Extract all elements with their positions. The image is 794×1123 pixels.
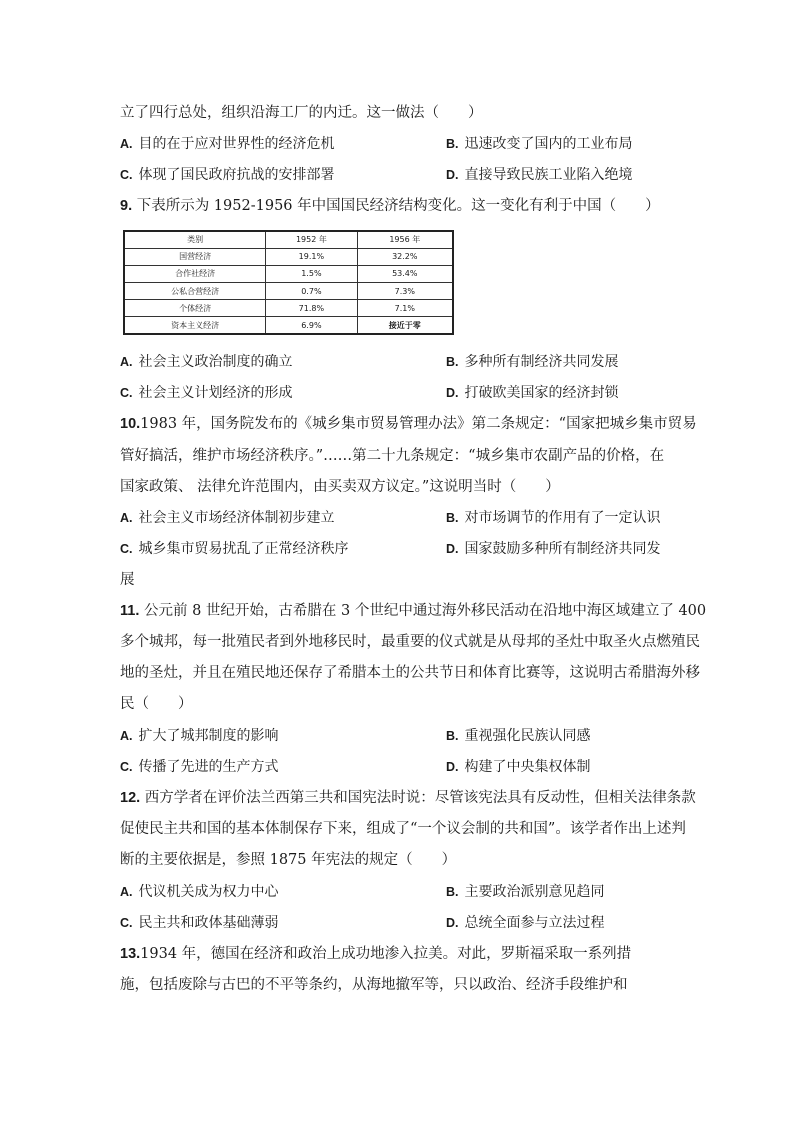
- table-row: [124, 248, 453, 265]
- q10-option-a[interactable]: A. 社会主义市场经济体制初步建立: [120, 510, 335, 526]
- table-cell: 6.9%: [266, 317, 357, 334]
- q9-option-b[interactable]: B. 多种所有制经济共同发展: [446, 354, 619, 370]
- q8-stem: 立了四行总处，组织沿海工厂的内迁。这一做法（ ）: [120, 105, 483, 121]
- table-cell: 7.3%: [357, 282, 453, 299]
- table-row: [124, 265, 453, 282]
- q9-stem: 9. 下表所示为 1952-1956 年中国国民经济结构变化。这一变化有利于中国（ ）: [120, 198, 660, 214]
- q11-stem-line-4: 民（ ）: [120, 696, 193, 712]
- table-header-cell: 类别: [124, 231, 266, 248]
- q12-option-a[interactable]: A. 代议机关成为权力中心: [120, 884, 279, 900]
- table-cell: 1.5%: [266, 265, 357, 282]
- q11-stem-line-3: 地的圣灶，并且在殖民地还保存了希腊本土的公共节日和体育比赛等，这说明古希腊海外移: [120, 665, 700, 681]
- table-cell: 合作社经济: [124, 265, 266, 282]
- q8-option-a[interactable]: A. 目的在于应对世界性的经济危机: [120, 136, 335, 152]
- table-row: [124, 282, 453, 299]
- table-cell: 7.1%: [357, 300, 453, 317]
- q12-option-d[interactable]: D. 总统全面参与立法过程: [446, 915, 605, 931]
- table-header-cell: 1956 年: [357, 231, 453, 248]
- q11-option-c[interactable]: C. 传播了先进的生产方式: [120, 759, 279, 775]
- table-cell: 19.1%: [266, 248, 357, 265]
- table-row: [124, 300, 453, 317]
- q10-stem-line-3: 国家政策、 法律允许范围内，由买卖双方议定。”这说明当时（ ）: [120, 479, 560, 495]
- table-header-row: [124, 231, 453, 248]
- q10-stem-line-1: 10.1983 年，国务院发布的《城乡集市贸易管理办法》第二条规定：“国家把城乡集市贸易: [120, 416, 697, 432]
- table-cell: 个体经济: [124, 300, 266, 317]
- q11-stem-line-1: 11. 公元前 8 世纪开始，古希腊在 3 个世纪中通过海外移民活动在沿地中海区域建立了 400: [120, 603, 707, 619]
- q10-option-c[interactable]: C. 城乡集市贸易扰乱了正常经济秩序: [120, 541, 349, 557]
- q9-option-d[interactable]: D. 打破欧美国家的经济封锁: [446, 385, 619, 401]
- economy-structure-table: [123, 230, 454, 335]
- q11-option-a[interactable]: A. 扩大了城邦制度的影响: [120, 728, 279, 744]
- q10-stem-line-2: 管好搞活，维护市场经济秩序。”……第二十九条规定：“城乡集市农副产品的价格，在: [120, 448, 665, 464]
- table-cell: 公私合营经济: [124, 282, 266, 299]
- q12-stem-line-3: 断的主要依据是，参照 1875 年宪法的规定（ ）: [120, 852, 457, 868]
- q12-option-b[interactable]: B. 主要政治派别意见趋同: [446, 884, 605, 900]
- table-cell: 资本主义经济: [124, 317, 266, 334]
- table-cell: 53.4%: [357, 265, 453, 282]
- q13-stem-line-1: 13.1934 年，德国在经济和政治上成功地渗入拉美。对此，罗斯福采取一系列措: [120, 946, 632, 962]
- q10-option-d-wrap: 展: [120, 572, 135, 588]
- q8-option-c[interactable]: C. 体现了国民政府抗战的安排部署: [120, 167, 335, 183]
- q12-stem-line-1: 12. 西方学者在评价法兰西第三共和国宪法时说：尽管该宪法具有反动性，但相关法律条款: [120, 790, 696, 806]
- table-row: [124, 317, 453, 334]
- q8-option-d[interactable]: D. 直接导致民族工业陷入绝境: [446, 167, 633, 183]
- table-cell: 71.8%: [266, 300, 357, 317]
- table-cell: 0.7%: [266, 282, 357, 299]
- q13-stem-line-2: 施，包括废除与古巴的不平等条约，从海地撤军等，只以政治、经济手段维护和: [120, 977, 628, 993]
- q12-stem-line-2: 促使民主共和国的基本体制保存下来，组成了“一个议会制的共和国”。该学者作出上述判: [120, 821, 686, 837]
- table-cell: 接近于零: [357, 317, 453, 334]
- q9-option-a[interactable]: A. 社会主义政治制度的确立: [120, 354, 293, 370]
- q10-option-d[interactable]: D. 国家鼓励多种所有制经济共同发: [446, 541, 661, 557]
- q10-option-b[interactable]: B. 对市场调节的作用有了一定认识: [446, 510, 661, 526]
- table-header-cell: 1952 年: [266, 231, 357, 248]
- q12-option-c[interactable]: C. 民主共和政体基础薄弱: [120, 915, 279, 931]
- q11-option-d[interactable]: D. 构建了中央集权体制: [446, 759, 591, 775]
- q9-option-c[interactable]: C. 社会主义计划经济的形成: [120, 385, 293, 401]
- q8-option-b[interactable]: B. 迅速改变了国内的工业布局: [446, 136, 633, 152]
- table-cell: 32.2%: [357, 248, 453, 265]
- q11-stem-line-2: 多个城邦，每一批殖民者到外地移民时，最重要的仪式就是从母邦的圣灶中取圣火点燃殖民: [120, 634, 700, 650]
- q11-option-b[interactable]: B. 重视强化民族认同感: [446, 728, 591, 744]
- table-cell: 国营经济: [124, 248, 266, 265]
